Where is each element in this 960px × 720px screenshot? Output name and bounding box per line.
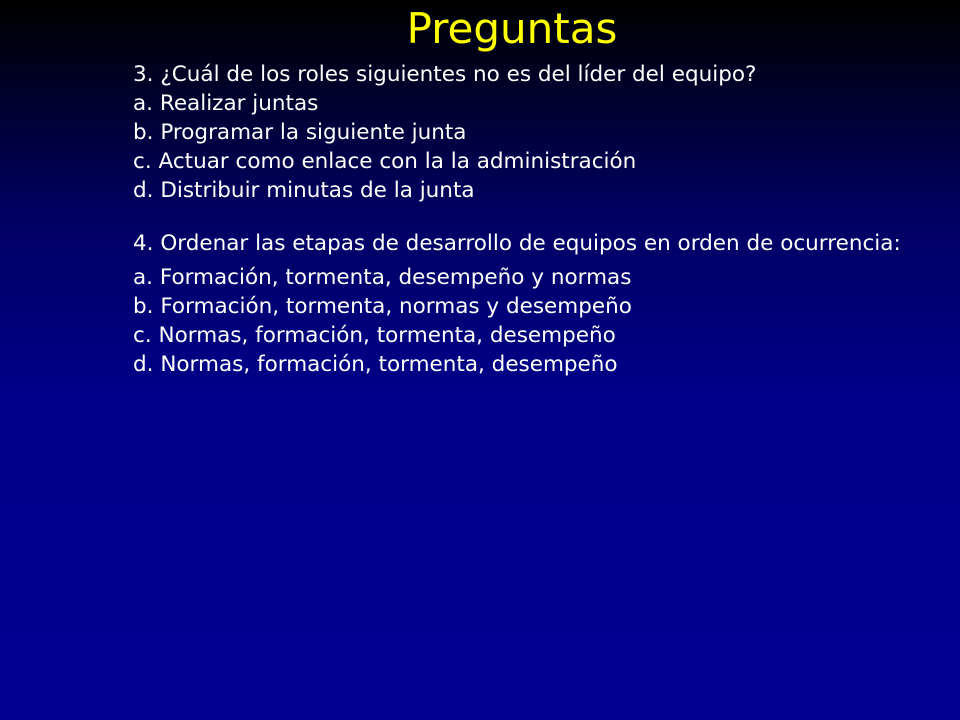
- question-3-option-c: c. Actuar como enlace con la la administración: [133, 149, 637, 174]
- question-3-prompt: 3. ¿Cuál de los roles siguientes no es del líder del equipo?: [133, 62, 757, 87]
- question-3-option-b: b. Programar la siguiente junta: [133, 120, 467, 145]
- question-4-option-a: a. Formación, tormenta, desempeño y normas: [133, 265, 632, 290]
- question-3-option-a: a. Realizar juntas: [133, 91, 319, 116]
- question-4-option-c: c. Normas, formación, tormenta, desempeño: [133, 323, 616, 348]
- question-3-option-d: d. Distribuir minutas de la junta: [133, 178, 475, 203]
- question-4-option-d: d. Normas, formación, tormenta, desempeño: [133, 352, 618, 377]
- question-spacer: [133, 205, 943, 231]
- slide-title: Preguntas: [406, 4, 618, 53]
- question-4-prompt: 4. Ordenar las etapas de desarrollo de equipos en orden de ocurrencia:: [133, 231, 901, 256]
- question-4-option-b: b. Formación, tormenta, normas y desempeño: [133, 294, 632, 319]
- slide-body: [133, 60, 943, 379]
